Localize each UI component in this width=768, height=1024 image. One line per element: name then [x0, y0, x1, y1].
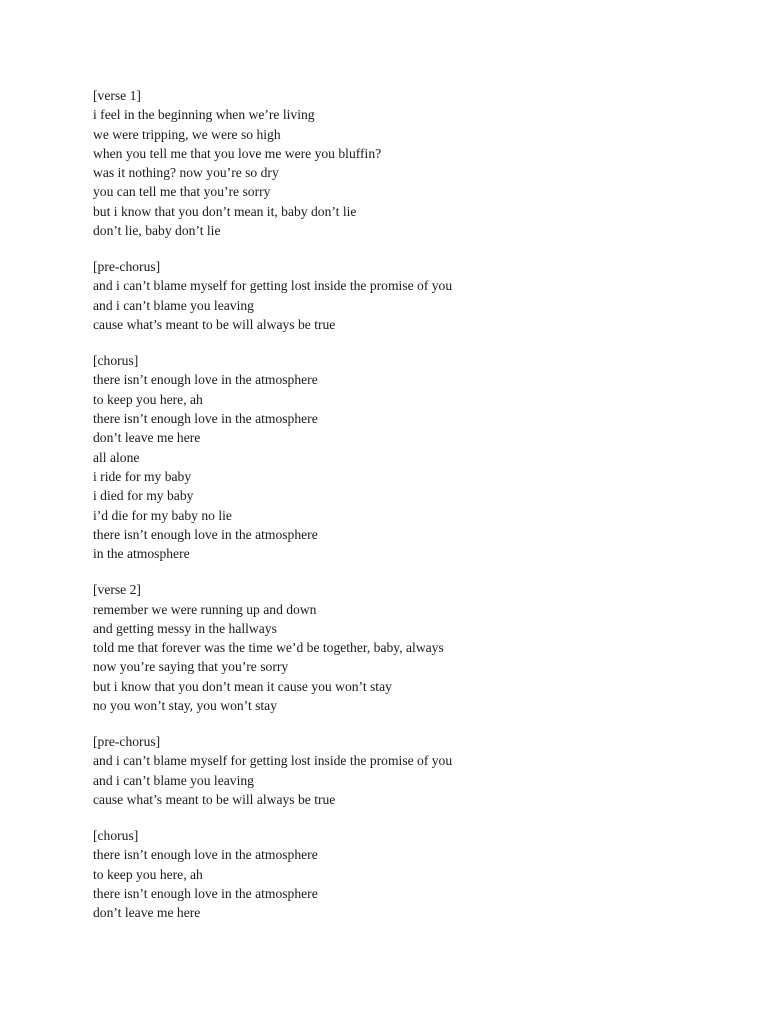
lyric-line: all alone [93, 449, 140, 465]
lyric-line: there isn’t enough love in the atmosphere [93, 372, 318, 388]
lyric-line: there isn’t enough love in the atmosphere [93, 526, 318, 542]
lyric-line: to keep you here, ah [93, 866, 203, 882]
section-heading: [pre-chorus] [93, 259, 161, 275]
lyric-line: when you tell me that you love me were you bluffin? [93, 145, 382, 161]
lyric-line: cause what’s meant to be will always be true [93, 317, 336, 333]
section-heading: [verse 1] [93, 88, 141, 103]
section-heading: [pre-chorus] [93, 734, 161, 750]
lyric-line: and i can’t blame you leaving [93, 297, 254, 313]
lyric-line: no you won’t stay, you won’t stay [93, 698, 278, 713]
lyric-line: but i know that you don’t mean it, baby don’t lie [93, 203, 357, 219]
lyric-line: cause what’s meant to be will always be true [93, 791, 336, 807]
section-heading: [chorus] [93, 828, 139, 844]
lyric-line: to keep you here, ah [93, 391, 203, 407]
lyric-line: there isn’t enough love in the atmosphere [93, 847, 318, 863]
lyric-line: i ride for my baby [93, 468, 192, 484]
lyric-line: and i can’t blame myself for getting lost inside the promise of you [93, 753, 453, 769]
lyric-line: and i can’t blame myself for getting lost inside the promise of you [93, 278, 453, 294]
lyric-line: remember we were running up and down [93, 601, 317, 617]
lyric-line: but i know that you don’t mean it cause you won’t stay [93, 678, 392, 694]
lyric-line: in the atmosphere [93, 546, 190, 562]
lyrics-section [93, 580, 733, 715]
lyrics-body [93, 86, 733, 939]
lyric-line: i feel in the beginning when we’re living [93, 107, 315, 123]
lyric-line: and getting messy in the hallways [93, 620, 277, 636]
lyric-line: told me that forever was the time we’d be together, baby, always [93, 640, 444, 656]
lyric-line: i died for my baby [93, 488, 194, 504]
lyric-line: i’d die for my baby no lie [93, 507, 232, 523]
section-heading: [verse 2] [93, 582, 141, 598]
section-heading: [chorus] [93, 353, 139, 369]
lyric-line: there isn’t enough love in the atmosphere [93, 885, 318, 901]
lyrics-section [93, 257, 733, 334]
lyrics-section [93, 351, 733, 563]
lyrics-section [93, 826, 733, 922]
lyric-line: you can tell me that you’re sorry [93, 184, 271, 200]
lyric-line: don’t leave me here [93, 905, 201, 921]
lyric-line: now you’re saying that you’re sorry [93, 659, 289, 675]
lyric-line: don’t lie, baby don’t lie [93, 223, 221, 239]
lyric-line: was it nothing? now you’re so dry [93, 165, 279, 181]
lyric-line: there isn’t enough love in the atmosphere [93, 411, 318, 427]
lyric-line: we were tripping, we were so high [93, 126, 281, 142]
lyrics-section [93, 86, 733, 240]
lyrics-section [93, 732, 733, 809]
lyric-line: don’t leave me here [93, 430, 201, 446]
lyric-line: and i can’t blame you leaving [93, 772, 254, 788]
